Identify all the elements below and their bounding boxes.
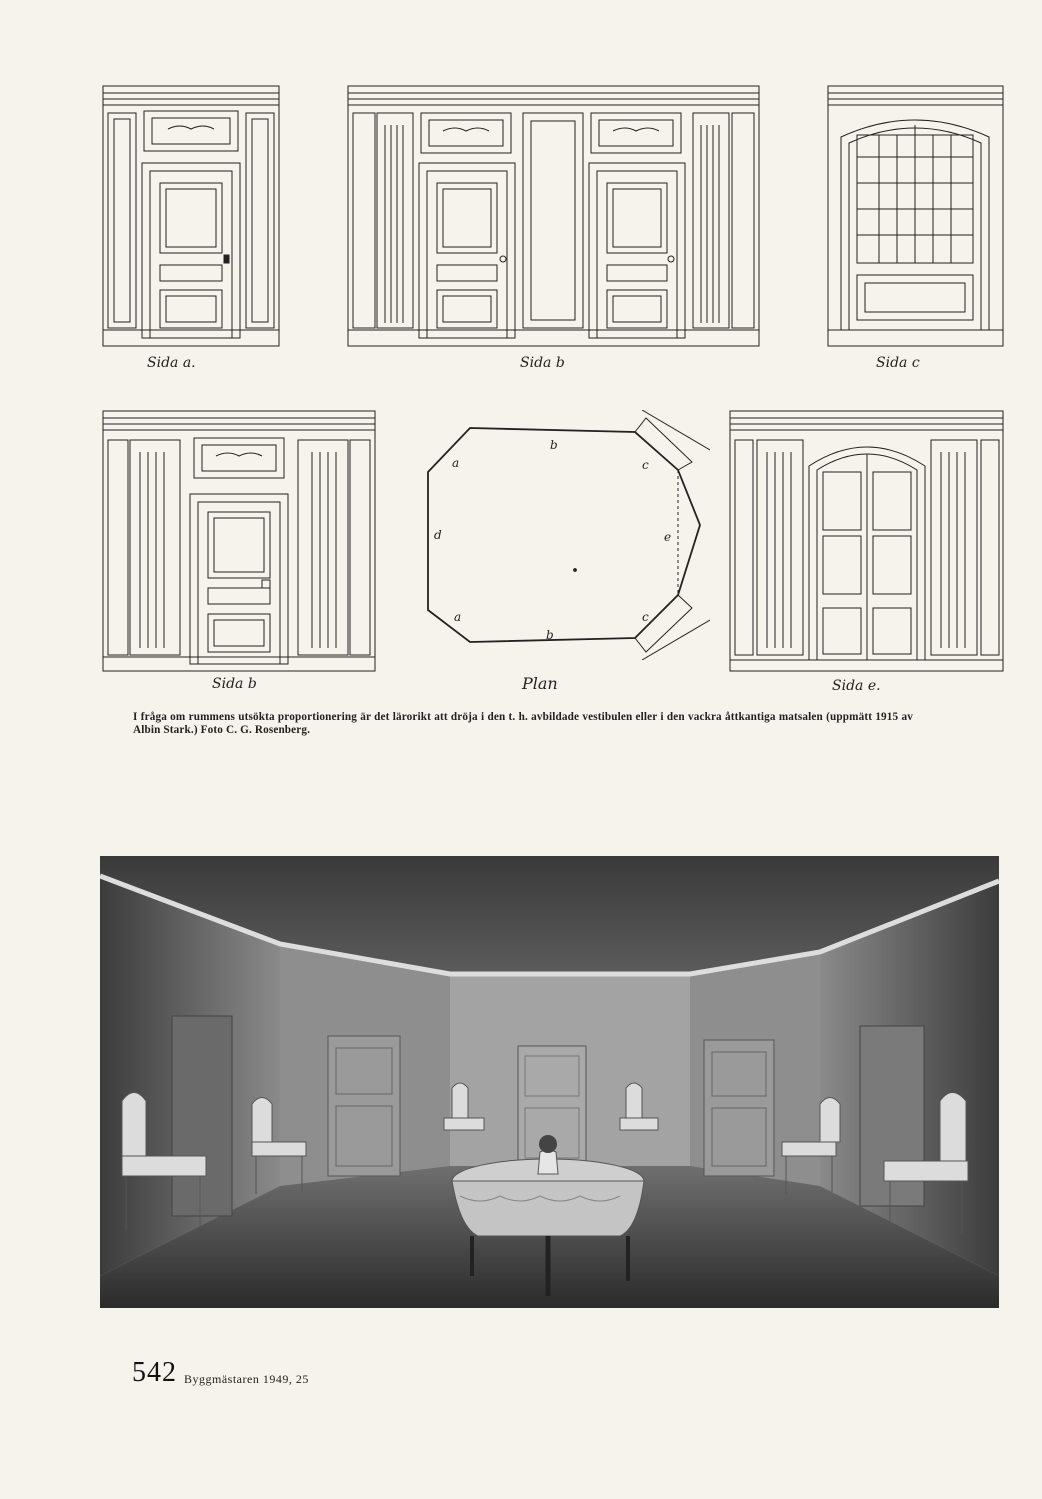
dining-room-photograph xyxy=(100,856,999,1308)
elevation-b-bottom-drawing xyxy=(102,410,376,672)
publication-info: Byggmästaren 1949, 25 xyxy=(184,1372,309,1386)
plan-letter-d: d xyxy=(434,528,442,542)
plan-letter-b1: b xyxy=(550,438,558,452)
plan-letter-c1: c xyxy=(642,458,649,472)
plan-label: Plan xyxy=(522,674,558,693)
elevation-a-label: Sida a. xyxy=(147,355,196,371)
elevation-e-label: Sida e. xyxy=(832,678,881,694)
plan-letter-a1: a xyxy=(452,456,460,470)
elevation-b-top-label: Sida b xyxy=(520,355,565,371)
plan-letter-a2: a xyxy=(454,610,462,624)
elevation-b-top-drawing xyxy=(347,85,760,347)
page-number: 542 xyxy=(132,1357,177,1388)
elevation-c-drawing xyxy=(827,85,1004,347)
figure-caption: I fråga om rummens utsökta proportionering är det lärorikt att dröja i den t. h. avbildade vestibulen eller i den vackra åttkantiga matsalen (uppmätt 1915 av Albin Stark.) Foto C. G. Rosenberg. xyxy=(133,711,913,736)
elevation-b-bottom-label: Sida b xyxy=(212,676,257,692)
elevation-a-drawing xyxy=(102,85,280,347)
elevation-c-label: Sida c xyxy=(876,355,920,371)
plan-letter-b2: b xyxy=(546,628,554,642)
floor-plan-drawing xyxy=(410,410,710,660)
plan-letter-c2: c xyxy=(642,610,649,624)
elevation-e-drawing xyxy=(729,410,1004,672)
plan-letter-e: e xyxy=(664,530,672,544)
